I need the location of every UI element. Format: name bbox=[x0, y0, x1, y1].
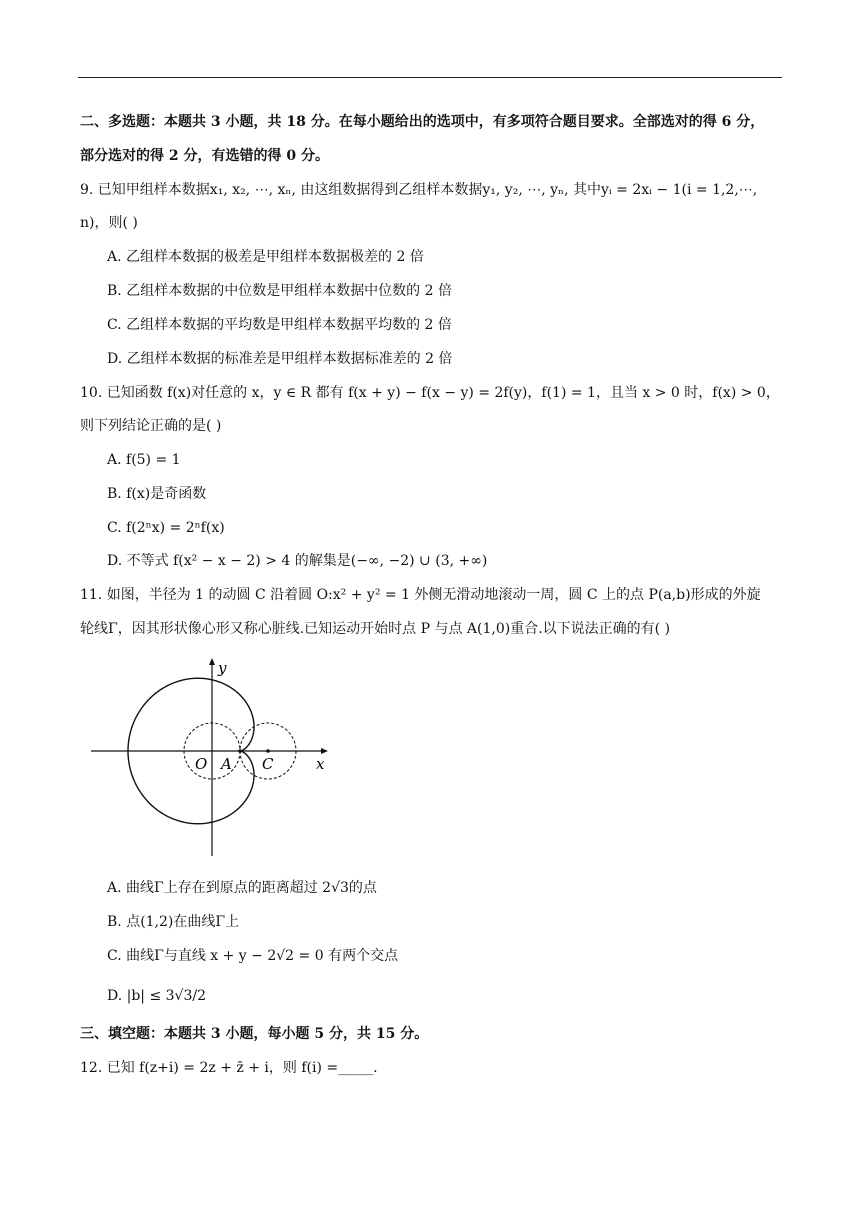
q11-stem-line2: 轮线Γ，因其形状像心形又称心脏线.已知运动开始时点 P 与点 A(1,0)重合.以下说法正确的有( ) bbox=[80, 621, 671, 637]
point-c bbox=[266, 749, 270, 753]
cardioid-figure bbox=[88, 655, 338, 860]
q10-option-c: C. f(2ⁿx) = 2ⁿf(x) bbox=[107, 520, 225, 536]
y-axis-arrow bbox=[209, 658, 215, 665]
q9-stem-line1: 9. 已知甲组样本数据x₁, x₂, ⋯, xₙ, 由这组数据得到乙组样本数据y₁, y₂, ⋯, yₙ, 其中yᵢ = 2xᵢ − 1(i = 1,2,⋯, bbox=[80, 182, 758, 198]
x-axis-arrow bbox=[321, 748, 328, 754]
q10-option-a: A. f(5) = 1 bbox=[107, 452, 181, 468]
q10-stem-line2: 则下列结论正确的是( ) bbox=[80, 418, 222, 434]
label-o: O bbox=[195, 755, 208, 773]
q10-stem-line1: 10. 已知函数 f(x)对任意的 x，y ∈ R 都有 f(x + y) − f(x − y) = 2f(y)，f(1) = 1，且当 x > 0 时，f(x) > 0， bbox=[80, 385, 780, 401]
header-rule bbox=[78, 77, 782, 78]
q11-option-d: D. |b| ≤ 3√3/2 bbox=[107, 988, 207, 1004]
q11-option-b: B. 点(1,2)在曲线Γ上 bbox=[107, 914, 240, 930]
q9-option-d: D. 乙组样本数据的标准差是甲组样本数据标准差的 2 倍 bbox=[107, 351, 453, 367]
q11-stem-line1: 11. 如图，半径为 1 的动圆 C 沿着圆 O:x² + y² = 1 外侧无滑动地滚动一周，圆 C 上的点 P(a,b)形成的外旋 bbox=[80, 587, 761, 603]
q9-option-c: C. 乙组样本数据的平均数是甲组样本数据平均数的 2 倍 bbox=[107, 317, 452, 333]
q9-option-b: B. 乙组样本数据的中位数是甲组样本数据中位数的 2 倍 bbox=[107, 283, 452, 299]
label-a: A bbox=[221, 755, 232, 773]
q11-option-c: C. 曲线Γ与直线 x + y − 2√2 = 0 有两个交点 bbox=[107, 948, 399, 964]
label-y: y bbox=[218, 659, 227, 677]
q9-option-a: A. 乙组样本数据的极差是甲组样本数据极差的 2 倍 bbox=[107, 249, 424, 265]
q10-option-b: B. f(x)是奇函数 bbox=[107, 486, 207, 502]
q12-stem: 12. 已知 f(z+i) = 2z + z̄ + i，则 f(i) =_____. bbox=[80, 1060, 378, 1076]
q10-option-d: D. 不等式 f(x² − x − 2) > 4 的解集是(−∞, −2) ∪ (3, +∞) bbox=[107, 553, 488, 569]
q9-stem-line2: n)，则( ) bbox=[80, 215, 138, 231]
label-x: x bbox=[316, 755, 325, 773]
q11-option-a: A. 曲线Γ上存在到原点的距离超过 2√3的点 bbox=[107, 880, 377, 896]
section3-header: 三、填空题：本题共 3 小题，每小题 5 分，共 15 分。 bbox=[80, 1026, 429, 1042]
label-c: C bbox=[262, 755, 274, 773]
section2-header-line2: 部分选对的得 2 分，有选错的得 0 分。 bbox=[80, 148, 329, 164]
section2-header-line1: 二、多选题：本题共 3 小题，共 18 分。在每小题给出的选项中，有多项符合题目要求。全部选对的得 6 分， bbox=[80, 114, 765, 130]
point-a bbox=[238, 749, 242, 753]
